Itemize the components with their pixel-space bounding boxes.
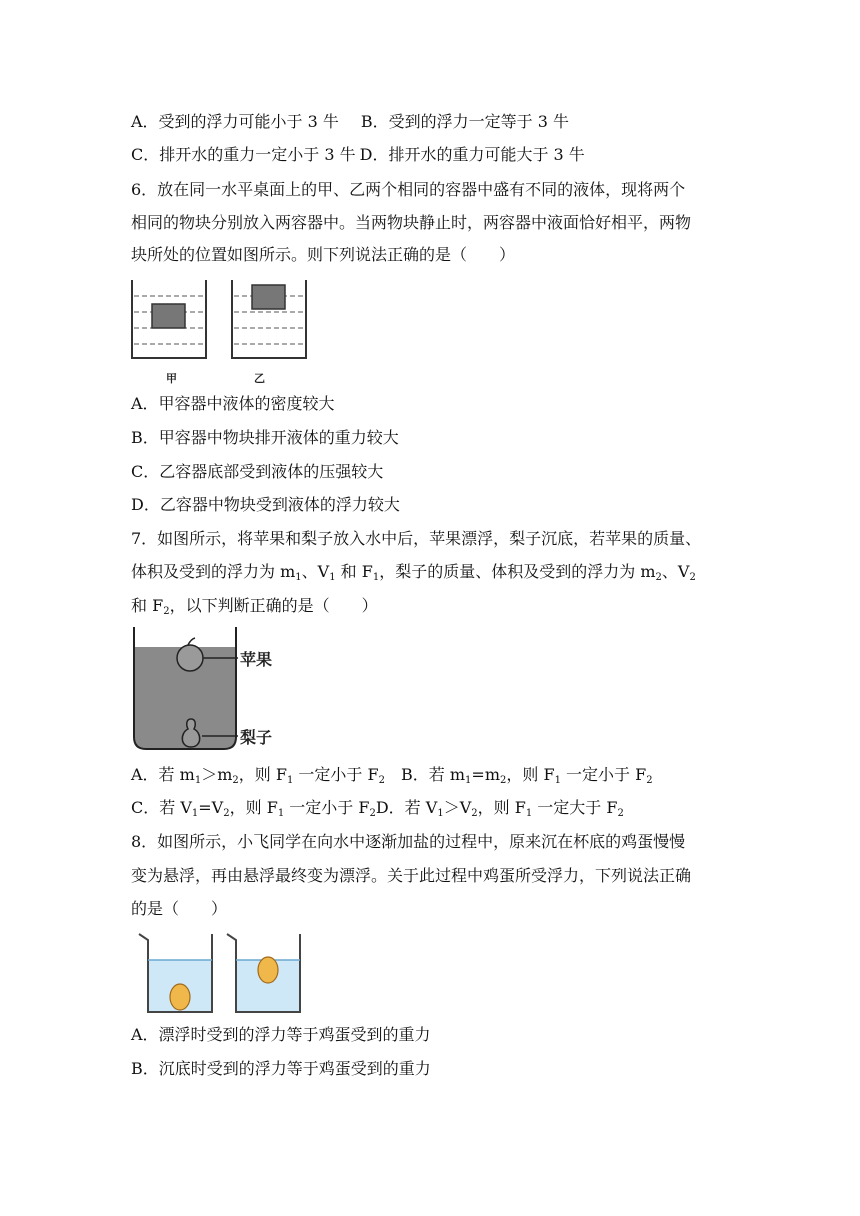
- q8-eggs-figure: [133, 930, 313, 1016]
- q5-options-row-2: [131, 145, 585, 165]
- q6-option-c[interactable]: C．乙容器底部受到液体的压强较大: [131, 462, 384, 481]
- q6-stem-line-2: 相同的物块分别放入两容器中。当两物块静止时，两容器中液面恰好相平，两物: [131, 213, 692, 232]
- q5-option-c[interactable]: C．排开水的重力一定小于 3 牛: [131, 145, 356, 164]
- q8-option-a[interactable]: A．漂浮时受到的浮力等于鸡蛋受到的重力: [131, 1025, 431, 1044]
- q7-apple-pear-figure: [128, 625, 303, 755]
- q6-option-a[interactable]: A．甲容器中液体的密度较大: [131, 394, 335, 413]
- q7-stem-line-3: 和 $F_2$，以下判断正确的是（ ）: [131, 596, 378, 617]
- egg-icon-floating: [258, 957, 278, 983]
- q6-option-b[interactable]: B．甲容器中物块排开液体的重力较大: [131, 428, 399, 447]
- fig-label-yi: 乙: [254, 372, 265, 385]
- egg-icon-sunk: [170, 984, 190, 1010]
- block-left: [152, 304, 185, 328]
- q5-option-d[interactable]: D．排开水的重力可能大于 3 牛: [359, 145, 585, 164]
- q8-stem-line-1: 8．如图所示，小飞同学在向水中逐渐加盐的过程中，原来沉在杯底的鸡蛋慢慢: [131, 832, 686, 851]
- q6-containers-figure: [128, 278, 313, 388]
- beaker-left: [139, 934, 212, 1012]
- label-pear: 梨子: [240, 728, 273, 747]
- block-right: [252, 285, 285, 309]
- label-apple: 苹果: [240, 650, 273, 669]
- q8-stem-line-2: 变为悬浮，再由悬浮最终变为漂浮。关于此过程中鸡蛋所受浮力，下列说法正确: [131, 866, 692, 885]
- q8-option-b[interactable]: B．沉底时受到的浮力等于鸡蛋受到的重力: [131, 1059, 431, 1078]
- q7-stem-line-2: 体积及受到的浮力为 $m_1$、$V_1$ 和 $F_1$，梨子的质量、体积及受到的浮力为 $m_2$、$V_2$: [131, 562, 696, 583]
- q7-stem-line-1: 7．如图所示，将苹果和梨子放入水中后，苹果漂浮，梨子沉底，若苹果的质量、: [131, 529, 702, 548]
- beaker-right: [227, 934, 300, 1012]
- q6-stem-line-3: 块所处的位置如图所示。则下列说法正确的是（ ）: [131, 245, 516, 264]
- q7-options-row-2[interactable]: C．若 $V_1=V_2$，则 $F_1$ 一定小于 $F_2D$．若 $V_1>V_2$，则 $F_1$ 一定大于 $F_2$: [131, 798, 624, 819]
- q5-option-b[interactable]: B．受到的浮力一定等于 3 牛: [360, 112, 570, 131]
- q7-options-row-1[interactable]: A．若 $m_1>m_2$，则 $F_1$ 一定小于 $F_2$ B．若 $m_1=m_2$，则 $F_1$ 一定小于 $F_2$: [131, 765, 653, 786]
- fig-label-jia: 甲: [166, 372, 177, 385]
- apple-icon: [177, 638, 203, 671]
- q5-option-a[interactable]: A．受到的浮力可能小于 3 牛: [131, 112, 339, 131]
- container-right: [232, 280, 306, 358]
- q8-stem-line-3: 的是（ ）: [131, 899, 228, 918]
- q6-option-d[interactable]: D．乙容器中物块受到液体的浮力较大: [131, 495, 400, 514]
- container-left: [132, 280, 206, 358]
- q5-options-row-1: [131, 112, 569, 132]
- q6-stem-line-1: 6．放在同一水平桌面上的甲、乙两个相同的容器中盛有不同的液体，现将两个: [131, 180, 686, 199]
